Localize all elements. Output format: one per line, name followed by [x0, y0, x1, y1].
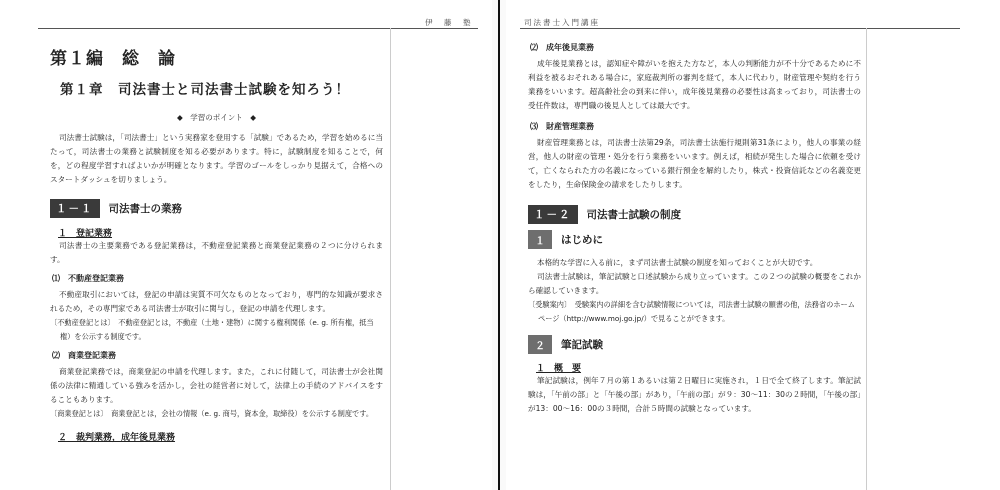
chapter-title: 第１章 司法書士と司法書士試験を知ろう！ — [60, 82, 350, 98]
intro-paragraph: 司法書士試験は，｢司法書士」という実務家を登用する「試験」であるため，学習を始めるに当たって，司法書士の業務と試験制度を知る必要があります。特に，試験制度を知ることで，何を，どの程度学習すればよいかが明確となります。学習のゴールをしっかり見据えて，合格へのスタートダッシュを切りましょう。 — [50, 133, 383, 184]
header-rule — [520, 28, 960, 29]
margin-rule — [390, 28, 391, 490]
paragraph: 成年後見業務とは，認知症や障がいを抱えた方など，本人の判断能力が不十分であるために不利益を被るおそれある場合に，家庭裁判所の審判を経て，本人に代わり，財産管理や契約を行う業務をいいます。超高齢社会の到来に伴い，成年後見業務の必要性は高まっており，司法書士の受任件数は，専門職の後見人としては最大です。 — [528, 59, 861, 110]
subsection-title: １ 登記業務 — [58, 229, 113, 239]
section-title: 司法書士試験の制度 — [586, 209, 681, 221]
section-number: １－１ — [50, 199, 100, 218]
heading-title: はじめに — [561, 234, 603, 246]
item-heading: ⑶ 財産管理業務 — [530, 122, 594, 131]
header-rule — [38, 28, 478, 29]
section-title: 司法書士の業務 — [108, 203, 182, 215]
section-heading — [528, 205, 861, 224]
numbered-heading — [528, 230, 861, 249]
paragraph: 不動産取引においては，登記の申請は実質不可欠なものとなっており，専門的な知識が要求されるため，その専門家である司法書士が取引に関与し，登記の申請を代理します。 — [50, 290, 383, 313]
paragraph: 本格的な学習に入る前に，まず司法書士試験の制度を知っておくことが大切です。 — [537, 258, 818, 267]
section-number: １－２ — [528, 205, 578, 224]
paragraph: 司法書士の主要業務である登記業務は，不動産登記業務と商業登記業務の２つに分けられます。 — [50, 241, 383, 264]
section-heading — [50, 199, 383, 218]
item-heading: ⑵ 商業登記業務 — [52, 351, 116, 360]
part-title: 第１編 総 論 — [50, 49, 176, 69]
item-heading: ⑵ 成年後見業務 — [530, 43, 594, 52]
heading-title: 筆記試験 — [561, 339, 603, 351]
gutter-line — [498, 0, 500, 490]
numbered-heading — [528, 335, 861, 354]
definition-note: 〔不動産登記とは〕 不動産登記とは，不動産（土地・建物）に関する権利関係（e. g. 所有権，抵当権）を公示する制度です。 — [50, 318, 374, 341]
definition-note: 〔商業登記とは〕 商業登記とは，会社の情報（e. g. 商号，資本金，取締役）を公示する制度です。 — [50, 409, 374, 418]
paragraph: 筆記試験は，例年７月の第１あるいは第２日曜日に実施され，１日で全て終了します。筆記試験は，「午前の部」と「午後の部」があり，「午前の部」が９：30～11：30の２時間，「午後の部」が13：00～16：00の３時間，合計５時間の試験となっています。 — [528, 376, 861, 413]
right-page — [506, 0, 1000, 490]
subsection-title: １ 概 要 — [536, 364, 582, 374]
right-page-body — [528, 30, 861, 416]
definition-note: 〔受験案内〕 受験案内の詳細を含む試験情報については，司法書士試験の願書の他，法務省のホームページ（http://www.moj.go.jp/）で見ることができます。 — [528, 300, 855, 323]
paragraph: 財産管理業務とは，司法書士法第29条，司法書士法施行規則第31条により，他人の事業の経営，他人の財産の管理・処分を行う業務をいいます。例えば，相続が発生した場合に依頼を受けて，亡くなられた方の名義になっている銀行預金を解約したり，株式・投資信託などの名義変更をしたり，生命保険金の請求をしたりします。 — [528, 138, 861, 189]
heading-number: ２ — [528, 335, 552, 354]
item-heading: ⑴ 不動産登記業務 — [52, 274, 124, 283]
left-page-header: 伊 藤 塾 — [425, 18, 473, 27]
point-heading: ◆ 学習のポイント ◆ — [176, 113, 257, 122]
paragraph: 商業登記業務では，商業登記の申請を代理します。また，これに付随して，司法書士が会社関係の法律に精通している強みを活かし，会社の経営者に対して，法律上の手続のアドバイスをすることもあります。 — [50, 367, 383, 404]
left-page — [0, 0, 492, 490]
paragraph: 司法書士試験は，筆記試験と口述試験から成り立っています。この２つの試験の概要をこれから確認していきます。 — [528, 272, 861, 295]
left-page-body — [50, 30, 383, 443]
margin-rule — [866, 28, 867, 490]
heading-number: １ — [528, 230, 552, 249]
right-page-header: 司法書士入門講座 — [524, 18, 600, 27]
subsection-title: ２ 裁判業務，成年後見業務 — [58, 433, 176, 443]
